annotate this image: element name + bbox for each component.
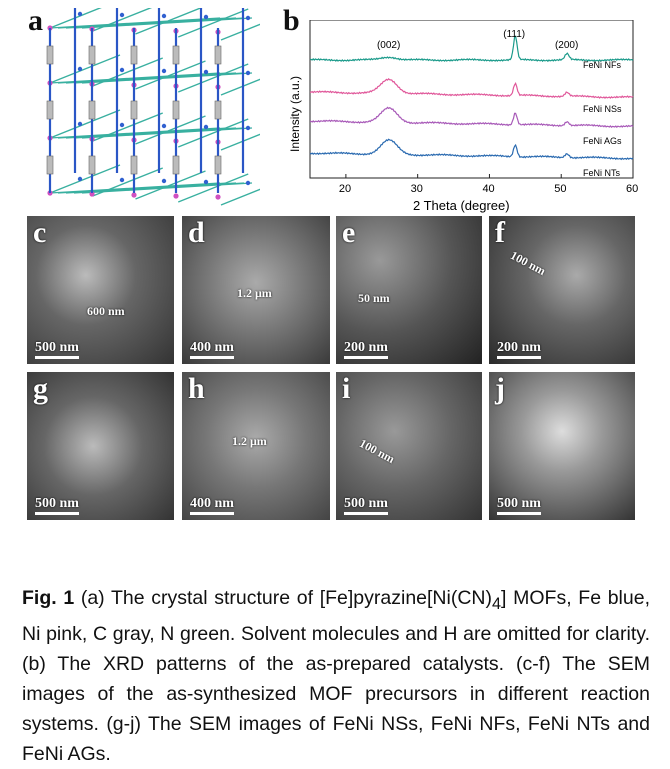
fe-atom [246, 181, 250, 185]
xrd-x-tick-label: 30 [410, 183, 423, 195]
sem-scale-label: 500 nm [497, 496, 541, 511]
sem-scale-label: 200 nm [497, 340, 541, 355]
sem-scale-bar [190, 512, 234, 515]
sem-image-f [489, 216, 635, 364]
sem-scale-label: 500 nm [35, 496, 79, 511]
xrd-series-label: FeNi NSs [583, 104, 622, 114]
sem-scale-bar [344, 356, 388, 359]
caption-subscript: 4 [492, 594, 502, 613]
xrd-x-tick-label: 40 [482, 183, 495, 195]
sem-panel-letter: g [33, 372, 48, 405]
fe-atom [246, 126, 250, 130]
fe-atom [120, 123, 124, 127]
sem-scale-label: 500 nm [344, 496, 388, 511]
sem-scale-label: 400 nm [190, 496, 234, 511]
xrd-peak-label: (200) [554, 40, 579, 51]
sem-image-c [27, 216, 174, 364]
fe-atom [204, 15, 208, 19]
sem-panel-letter: e [342, 216, 356, 249]
panel-letter-a: a [28, 4, 43, 37]
xrd-ylabel: Intensity (a.u.) [288, 75, 302, 152]
pyrazine-linker [131, 156, 137, 174]
ni-atom [173, 193, 178, 198]
sem-scale-bar [190, 356, 234, 359]
sem-image-d [182, 216, 330, 364]
sem-scale-bar [35, 512, 79, 515]
pyrazine-linker [47, 101, 53, 119]
sem-image-g [27, 372, 174, 520]
pyrazine-linker [173, 156, 179, 174]
pyrazine-linker [215, 46, 221, 64]
fe-atom [78, 177, 82, 181]
sem-panel-letter: f [495, 216, 505, 249]
xrd-peak-label: (111) [503, 29, 526, 40]
xrd-series-line [310, 79, 633, 98]
pyrazine-linker [47, 156, 53, 174]
ni-atom [215, 194, 220, 199]
pyrazine-linker [215, 101, 221, 119]
sem-scale-bar [497, 356, 541, 359]
sem-image-e [336, 216, 482, 364]
pyrazine-linker [47, 46, 53, 64]
fe-atom [204, 125, 208, 129]
pyrazine-linker [89, 156, 95, 174]
xrd-series-label: FeNi NFs [583, 60, 621, 70]
fe-atom [120, 68, 124, 72]
sem-panel-letter: i [342, 372, 351, 405]
sem-scale-bar [497, 512, 541, 515]
figure-caption [22, 583, 650, 769]
sem-annotation: 100 nm [357, 436, 397, 467]
caption-fig-label: Fig. 1 [22, 587, 75, 609]
crystal-structure-image [40, 8, 260, 208]
xrd-series-label: FeNi NTs [583, 168, 621, 178]
caption-text-2: ] MOFs, Fe blue, Ni pink, C gray, N green. Solvent molecules and H are omitted for clarity. (b) The XRD patterns of the as-prepared catalysts. (c-f) The SEM images of the as-synthesized MOF precursors in different reaction systems. (g-j) The SEM images of FeNi NSs, FeNi NFs, FeNi NTs and FeNi AGs. [22, 587, 650, 765]
fe-atom [120, 13, 124, 17]
fe-atom [78, 12, 82, 16]
xrd-x-tick-label: 50 [554, 183, 567, 195]
fe-atom [246, 71, 250, 75]
xrd-peak-label: (002) [376, 40, 401, 51]
fe-atom [204, 180, 208, 184]
sem-image-j [489, 372, 635, 520]
sem-scale-label: 500 nm [35, 340, 79, 355]
sem-panel-letter: d [188, 216, 205, 249]
sem-image-i [336, 372, 482, 520]
sem-scale-label: 200 nm [344, 340, 388, 355]
xrd-x-tick-label: 60 [626, 183, 639, 195]
sem-annotation: 50 nm [358, 291, 390, 305]
sem-scale-label: 400 nm [190, 340, 234, 355]
sem-scale-bar [344, 512, 388, 515]
fe-atom [162, 69, 166, 73]
fe-atom [246, 16, 250, 20]
sem-panel-letter: j [495, 372, 505, 405]
pyrazine-linker [89, 101, 95, 119]
xrd-xlabel: 2 Theta (degree) [413, 198, 510, 213]
fe-atom [120, 178, 124, 182]
xrd-series-line [310, 36, 633, 61]
pyrazine-linker [131, 101, 137, 119]
sem-panel-letter: h [188, 372, 205, 405]
fe-atom [162, 179, 166, 183]
fe-atom [78, 122, 82, 126]
sem-scale-bar [35, 356, 79, 359]
fe-atom [78, 67, 82, 71]
sem-panel-letter: c [33, 216, 47, 249]
sem-annotation: 1.2 μm [237, 286, 272, 300]
xrd-x-tick-label: 20 [338, 183, 352, 195]
caption-text-1: (a) The crystal structure of [Fe]pyrazine[Ni(CN) [74, 587, 492, 609]
pyrazine-linker [173, 46, 179, 64]
sem-annotation: 600 nm [87, 304, 125, 318]
fe-atom [204, 70, 208, 74]
xrd-series-label: FeNi AGs [583, 136, 622, 146]
pyrazine-linker [173, 101, 179, 119]
sem-image-h [182, 372, 330, 520]
panel-letter-b: b [283, 4, 300, 37]
pyrazine-linker [131, 46, 137, 64]
fe-atom [162, 124, 166, 128]
sem-annotation: 1.2 μm [232, 434, 267, 448]
pyrazine-linker [89, 46, 95, 64]
xrd-chart [283, 20, 653, 216]
ni-atom [131, 192, 136, 197]
sem-annotation: 100 nm [508, 248, 548, 279]
pyrazine-linker [215, 156, 221, 174]
fe-atom [162, 14, 166, 18]
